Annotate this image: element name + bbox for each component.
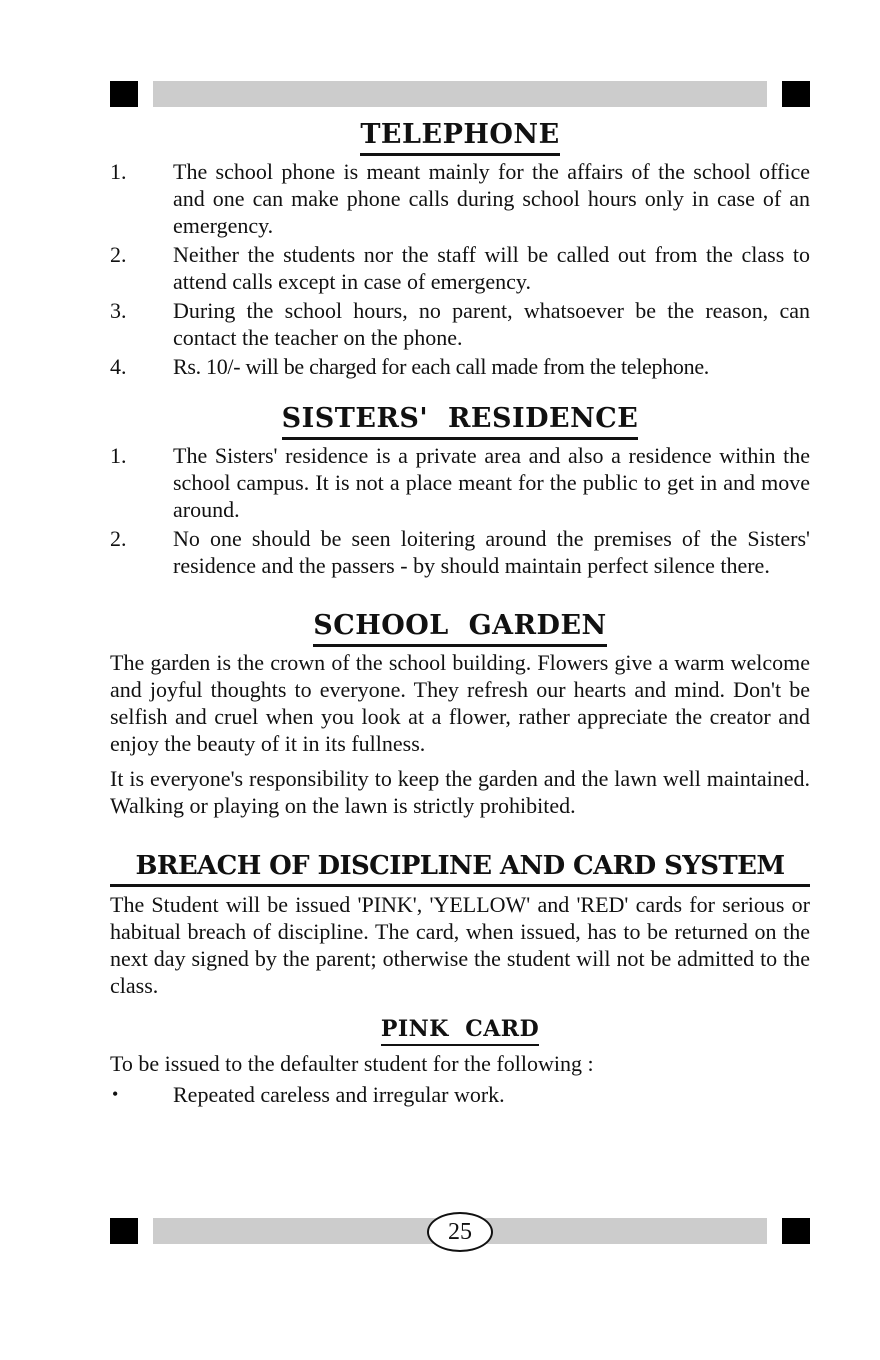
item-number: 4. (110, 354, 127, 379)
item-text: Neither the students nor the staff will be called out from the class to attend calls except in case of emergency. (173, 242, 810, 294)
bullet-icon: • (112, 1084, 119, 1104)
telephone-section (110, 118, 810, 380)
list-item (110, 241, 810, 295)
section-heading-sisters-residence (110, 402, 810, 440)
list-item (110, 525, 810, 579)
gray-band (153, 81, 767, 107)
garden-paragraph: It is everyone's responsibility to keep the garden and the lawn well maintained. Walking or playing on the lawn is strictly prohibited. (110, 766, 810, 818)
telephone-rules-list (110, 158, 810, 380)
heading-text: BREACH OF DISCIPLINE AND CARD SYSTEM (110, 849, 810, 887)
page-number: 25 (427, 1212, 493, 1252)
heading-text: SCHOOL GARDEN (313, 609, 606, 647)
item-number: 1. (110, 159, 127, 184)
discipline-paragraph: The Student will be issued 'PINK', 'YELLOW' and 'RED' cards for serious or habitual breach of discipline. The card, when issued, has to be returned on the next day signed by the parent; otherwise the student will not be admitted to the class. (110, 892, 810, 998)
left-black-square (110, 1218, 138, 1244)
section-heading-telephone (110, 118, 810, 156)
sisters-residence-section (110, 402, 810, 579)
bullet-item (110, 1081, 810, 1108)
section-heading-discipline (110, 849, 810, 887)
discipline-section (110, 849, 810, 1108)
item-text: Rs. 10/- will be charged for each call made from the telephone. (173, 354, 709, 379)
item-text: The Sisters' residence is a private area and also a residence within the school campus. It is not a place meant for the public to get in and move around. (173, 443, 810, 522)
header-decoration-bar (110, 81, 810, 107)
pink-card-intro: To be issued to the defaulter student for the following : (110, 1051, 594, 1076)
item-text: The school phone is meant mainly for the affairs of the school office and one can make phone calls during school hours only in case of an emergency. (173, 159, 810, 238)
footer-decoration-bar (110, 1218, 810, 1244)
heading-text: PINK CARD (381, 1015, 539, 1046)
garden-paragraph: The garden is the crown of the school building. Flowers give a warm welcome and joyful thoughts to everyone. They refresh our hearts and mind. Don't be selfish and cruel when you look at a flower, rather appreciate the creator and enjoy the beauty of it in its fullness. (110, 650, 810, 756)
item-number: 2. (110, 526, 127, 551)
item-text: During the school hours, no parent, whatsoever be the reason, can contact the teacher on the phone. (173, 298, 810, 350)
item-number: 3. (110, 298, 127, 323)
school-garden-section (110, 609, 810, 819)
item-number: 2. (110, 242, 127, 267)
list-item (110, 442, 810, 523)
subheading-pink-card (110, 1015, 810, 1046)
item-number: 1. (110, 443, 127, 468)
right-black-square (782, 81, 810, 107)
list-item (110, 353, 810, 380)
heading-text: SISTERS' RESIDENCE (282, 402, 639, 440)
heading-text: TELEPHONE (360, 118, 559, 156)
page-content (110, 118, 810, 1108)
right-black-square (782, 1218, 810, 1244)
bullet-text: Repeated careless and irregular work. (173, 1082, 505, 1107)
list-item (110, 158, 810, 239)
item-text: No one should be seen loitering around the premises of the Sisters' residence and the passers - by should maintain perfect silence there. (173, 526, 810, 578)
section-heading-school-garden (110, 609, 810, 647)
list-item (110, 297, 810, 351)
left-black-square (110, 81, 138, 107)
sisters-residence-rules-list (110, 442, 810, 579)
